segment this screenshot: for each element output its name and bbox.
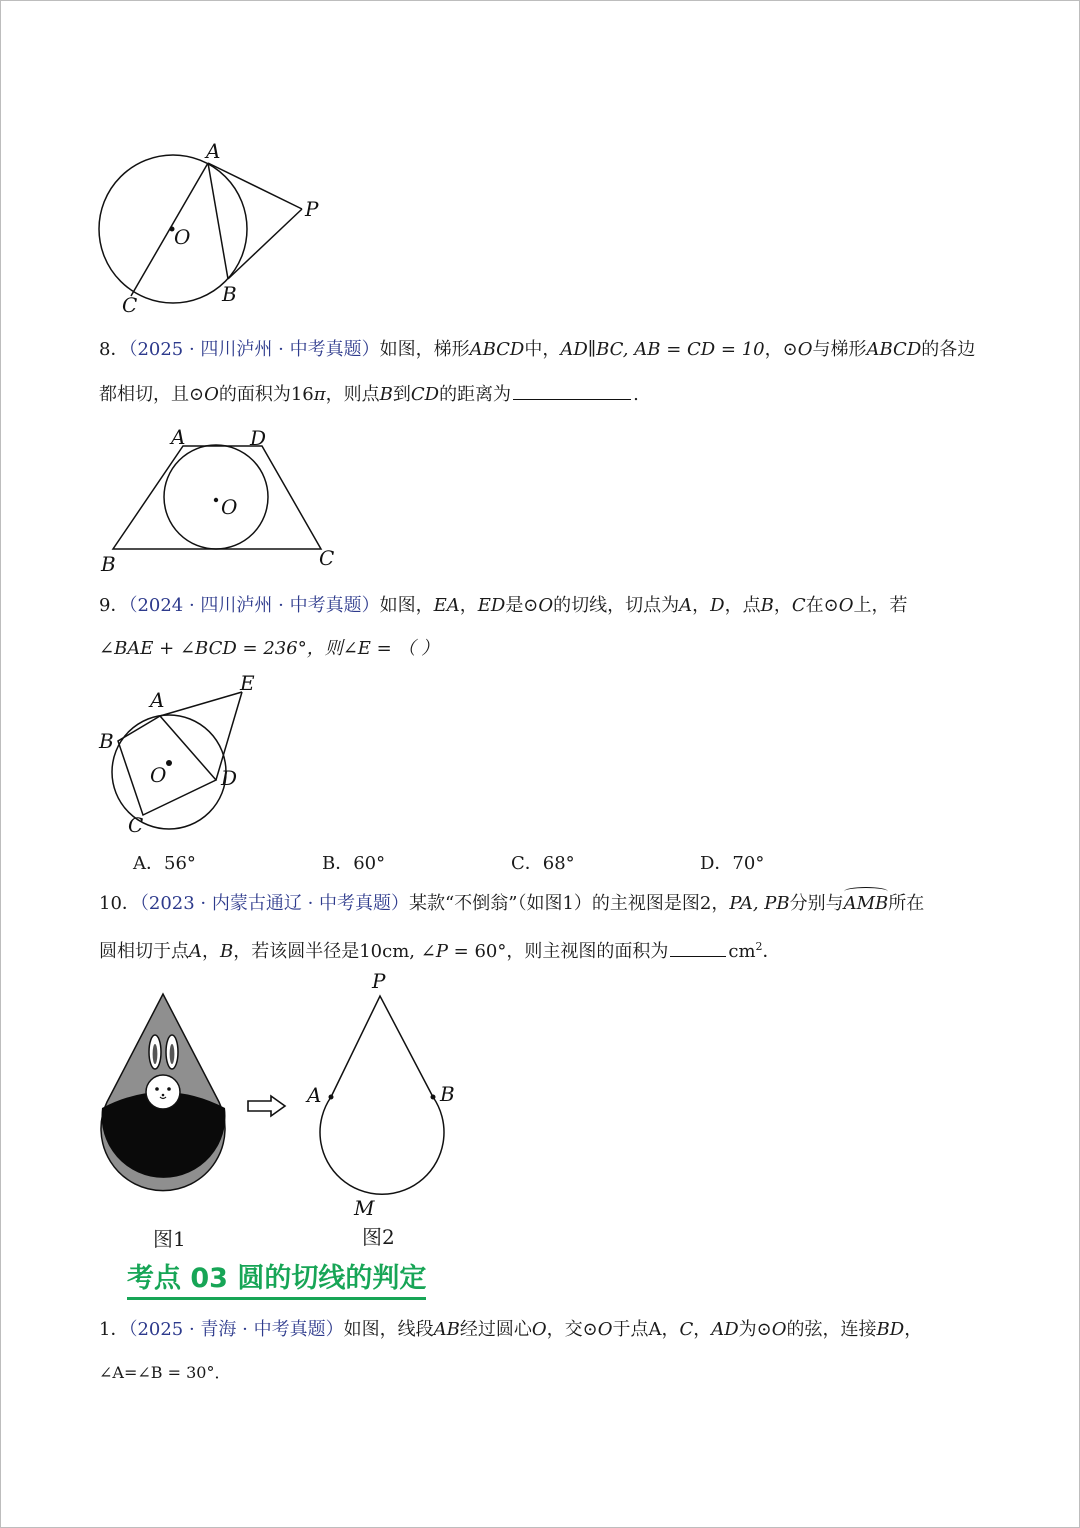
q9-c: C <box>791 595 806 616</box>
q8-abcd: ABCD <box>469 339 525 360</box>
q9-condition: ∠BAE + ∠BCD = 236°，则∠E = （ ） <box>99 638 440 659</box>
figure-circle-tangents-e <box>90 668 290 838</box>
q1-line1 <box>99 1318 922 1342</box>
q9-text: ，点 <box>724 595 761 616</box>
q8-pi: π <box>313 384 326 405</box>
label-a: A <box>171 425 186 449</box>
q10-text: 圆相切于点 <box>99 941 189 962</box>
q8-text: 中， <box>524 339 561 360</box>
q1-condition: ∠A=∠B = 30°． <box>99 1363 231 1382</box>
q10-answer-blank[interactable] <box>670 938 726 957</box>
q8-text: 如图，梯形 <box>379 339 470 360</box>
q9-number: 9． <box>99 595 129 616</box>
figure-tumbler-toy <box>98 990 233 1200</box>
q1-o: O <box>771 1319 787 1340</box>
q8-text: 的各边 <box>921 339 976 360</box>
label-b: B <box>222 282 237 306</box>
q10-arc-amb: AMB <box>843 893 889 914</box>
q1-text: 于点A， <box>612 1319 680 1340</box>
q8-o: O <box>797 339 813 360</box>
q10-text: = 60°，则主视图的面积为 <box>447 941 669 962</box>
q9-text: 如图， <box>379 595 434 616</box>
q8-text: 的距离为 <box>439 384 512 405</box>
label-p: P <box>305 197 319 221</box>
q1-c: C <box>679 1319 694 1340</box>
q10-text: ， <box>202 941 220 962</box>
q8-text: 到 <box>392 384 411 405</box>
q10-text: 所在 <box>888 893 925 914</box>
q8-text: ，⊙ <box>764 339 798 360</box>
q1-o: O <box>531 1319 547 1340</box>
q1-text: ， <box>904 1319 923 1340</box>
label-a: A <box>150 688 165 712</box>
q9-a: A <box>679 595 693 616</box>
q10-text: 分别与 <box>789 893 844 914</box>
q1-text: ，交⊙ <box>546 1319 598 1340</box>
figure-trapezoid-incircle <box>95 425 355 580</box>
label-b: B <box>101 552 116 576</box>
label-c: C <box>122 293 138 317</box>
figure-circle-tangent-p <box>90 140 340 320</box>
q1-bd: BD <box>876 1319 905 1340</box>
q8-text: 的面积为16 <box>218 384 314 405</box>
q1-text: 为⊙ <box>738 1319 772 1340</box>
q8-source: （2025 · 四川泸州 · 中考真题） <box>128 339 380 360</box>
q8-b: B <box>379 384 393 405</box>
q1-ab: AB <box>433 1319 460 1340</box>
q10-unit: cm <box>728 941 756 962</box>
q9-ea: EA <box>433 595 460 616</box>
label-o: O <box>174 225 191 249</box>
q1-line2 <box>99 1361 230 1385</box>
q9-text: ， <box>459 595 478 616</box>
q9-o: O <box>538 595 554 616</box>
label-p: P <box>372 969 386 993</box>
figure-front-view <box>300 968 470 1218</box>
q9-text: 是⊙ <box>505 595 539 616</box>
q1-number: 1． <box>99 1319 129 1340</box>
q8-cd: CD <box>410 384 440 405</box>
label-e: E <box>240 671 255 695</box>
q9-source: （2024 · 四川泸州 · 中考真题） <box>128 595 380 616</box>
q10-a: A <box>189 941 202 962</box>
q10-text: 某款“不倒翁”（如图1）的主视图是图2， <box>409 893 730 914</box>
q9-text: 的切线，切点为 <box>553 595 680 616</box>
q1-text: 的弦，连接 <box>786 1319 877 1340</box>
q9-option-a[interactable]: A．56° <box>133 853 196 874</box>
q8-text: ，则点 <box>325 384 380 405</box>
q8-period: . <box>633 384 639 405</box>
q1-text: 经过圆心 <box>459 1319 532 1340</box>
q8-o: O <box>204 384 219 405</box>
q9-b: B <box>760 595 774 616</box>
q8-line1 <box>99 338 975 362</box>
q10-text: ，若该圆半径是10cm, ∠ <box>233 941 436 962</box>
q10-p: P <box>435 941 448 962</box>
label-a: A <box>206 139 221 163</box>
q10-pa-pb: PA, PB <box>729 893 790 914</box>
label-d: D <box>250 426 267 450</box>
q8-condition: AD∥BC, AB = CD = 10 <box>560 339 765 360</box>
q10-number: 10． <box>99 893 140 914</box>
q10-unit-sup: 2 <box>755 940 763 953</box>
q9-line1 <box>99 594 907 618</box>
q8-line2 <box>99 381 639 407</box>
q9-option-c[interactable]: C．68° <box>511 853 575 874</box>
q9-text: 在⊙ <box>805 595 839 616</box>
q8-abcd: ABCD <box>866 339 922 360</box>
label-o: O <box>150 763 167 787</box>
label-d: D <box>221 766 238 790</box>
label-b: B <box>440 1082 455 1106</box>
q9-d: D <box>710 595 725 616</box>
q8-text: 都相切，且⊙ <box>99 384 205 405</box>
q9-text: 上，若 <box>853 595 908 616</box>
label-b: B <box>99 729 114 753</box>
q9-text: ， <box>692 595 711 616</box>
q10-end: ． <box>762 941 781 962</box>
q9-option-d[interactable]: D．70° <box>700 853 765 874</box>
figure1-caption: 图1 <box>153 1227 186 1251</box>
q1-text: 如图，线段 <box>343 1319 434 1340</box>
label-c: C <box>128 813 144 837</box>
label-a: A <box>307 1083 322 1107</box>
arrow-icon <box>246 1094 288 1118</box>
q9-text: ， <box>773 595 792 616</box>
q1-text: ， <box>693 1319 712 1340</box>
q10-source: （2023 · 内蒙古通辽 · 中考真题） <box>139 893 410 914</box>
section-title: 考点 03 圆的切线的判定 <box>127 1262 426 1300</box>
q1-source: （2025 · 青海 · 中考真题） <box>128 1319 344 1340</box>
q10-line2 <box>99 935 781 964</box>
figure2-caption: 图2 <box>362 1225 395 1249</box>
label-o: O <box>221 495 238 519</box>
q8-number: 8． <box>99 339 129 360</box>
q10-line1 <box>99 892 924 916</box>
q8-answer-blank[interactable] <box>513 381 631 400</box>
q9-o: O <box>838 595 854 616</box>
q9-line2 <box>99 637 439 661</box>
q9-option-b[interactable]: B．60° <box>322 853 386 874</box>
q9-ed: ED <box>477 595 506 616</box>
label-m: M <box>354 1196 375 1220</box>
q10-b: B <box>220 941 234 962</box>
label-c: C <box>319 546 335 570</box>
q8-text: 与梯形 <box>812 339 867 360</box>
q1-ad: AD <box>711 1319 739 1340</box>
q1-o: O <box>597 1319 613 1340</box>
